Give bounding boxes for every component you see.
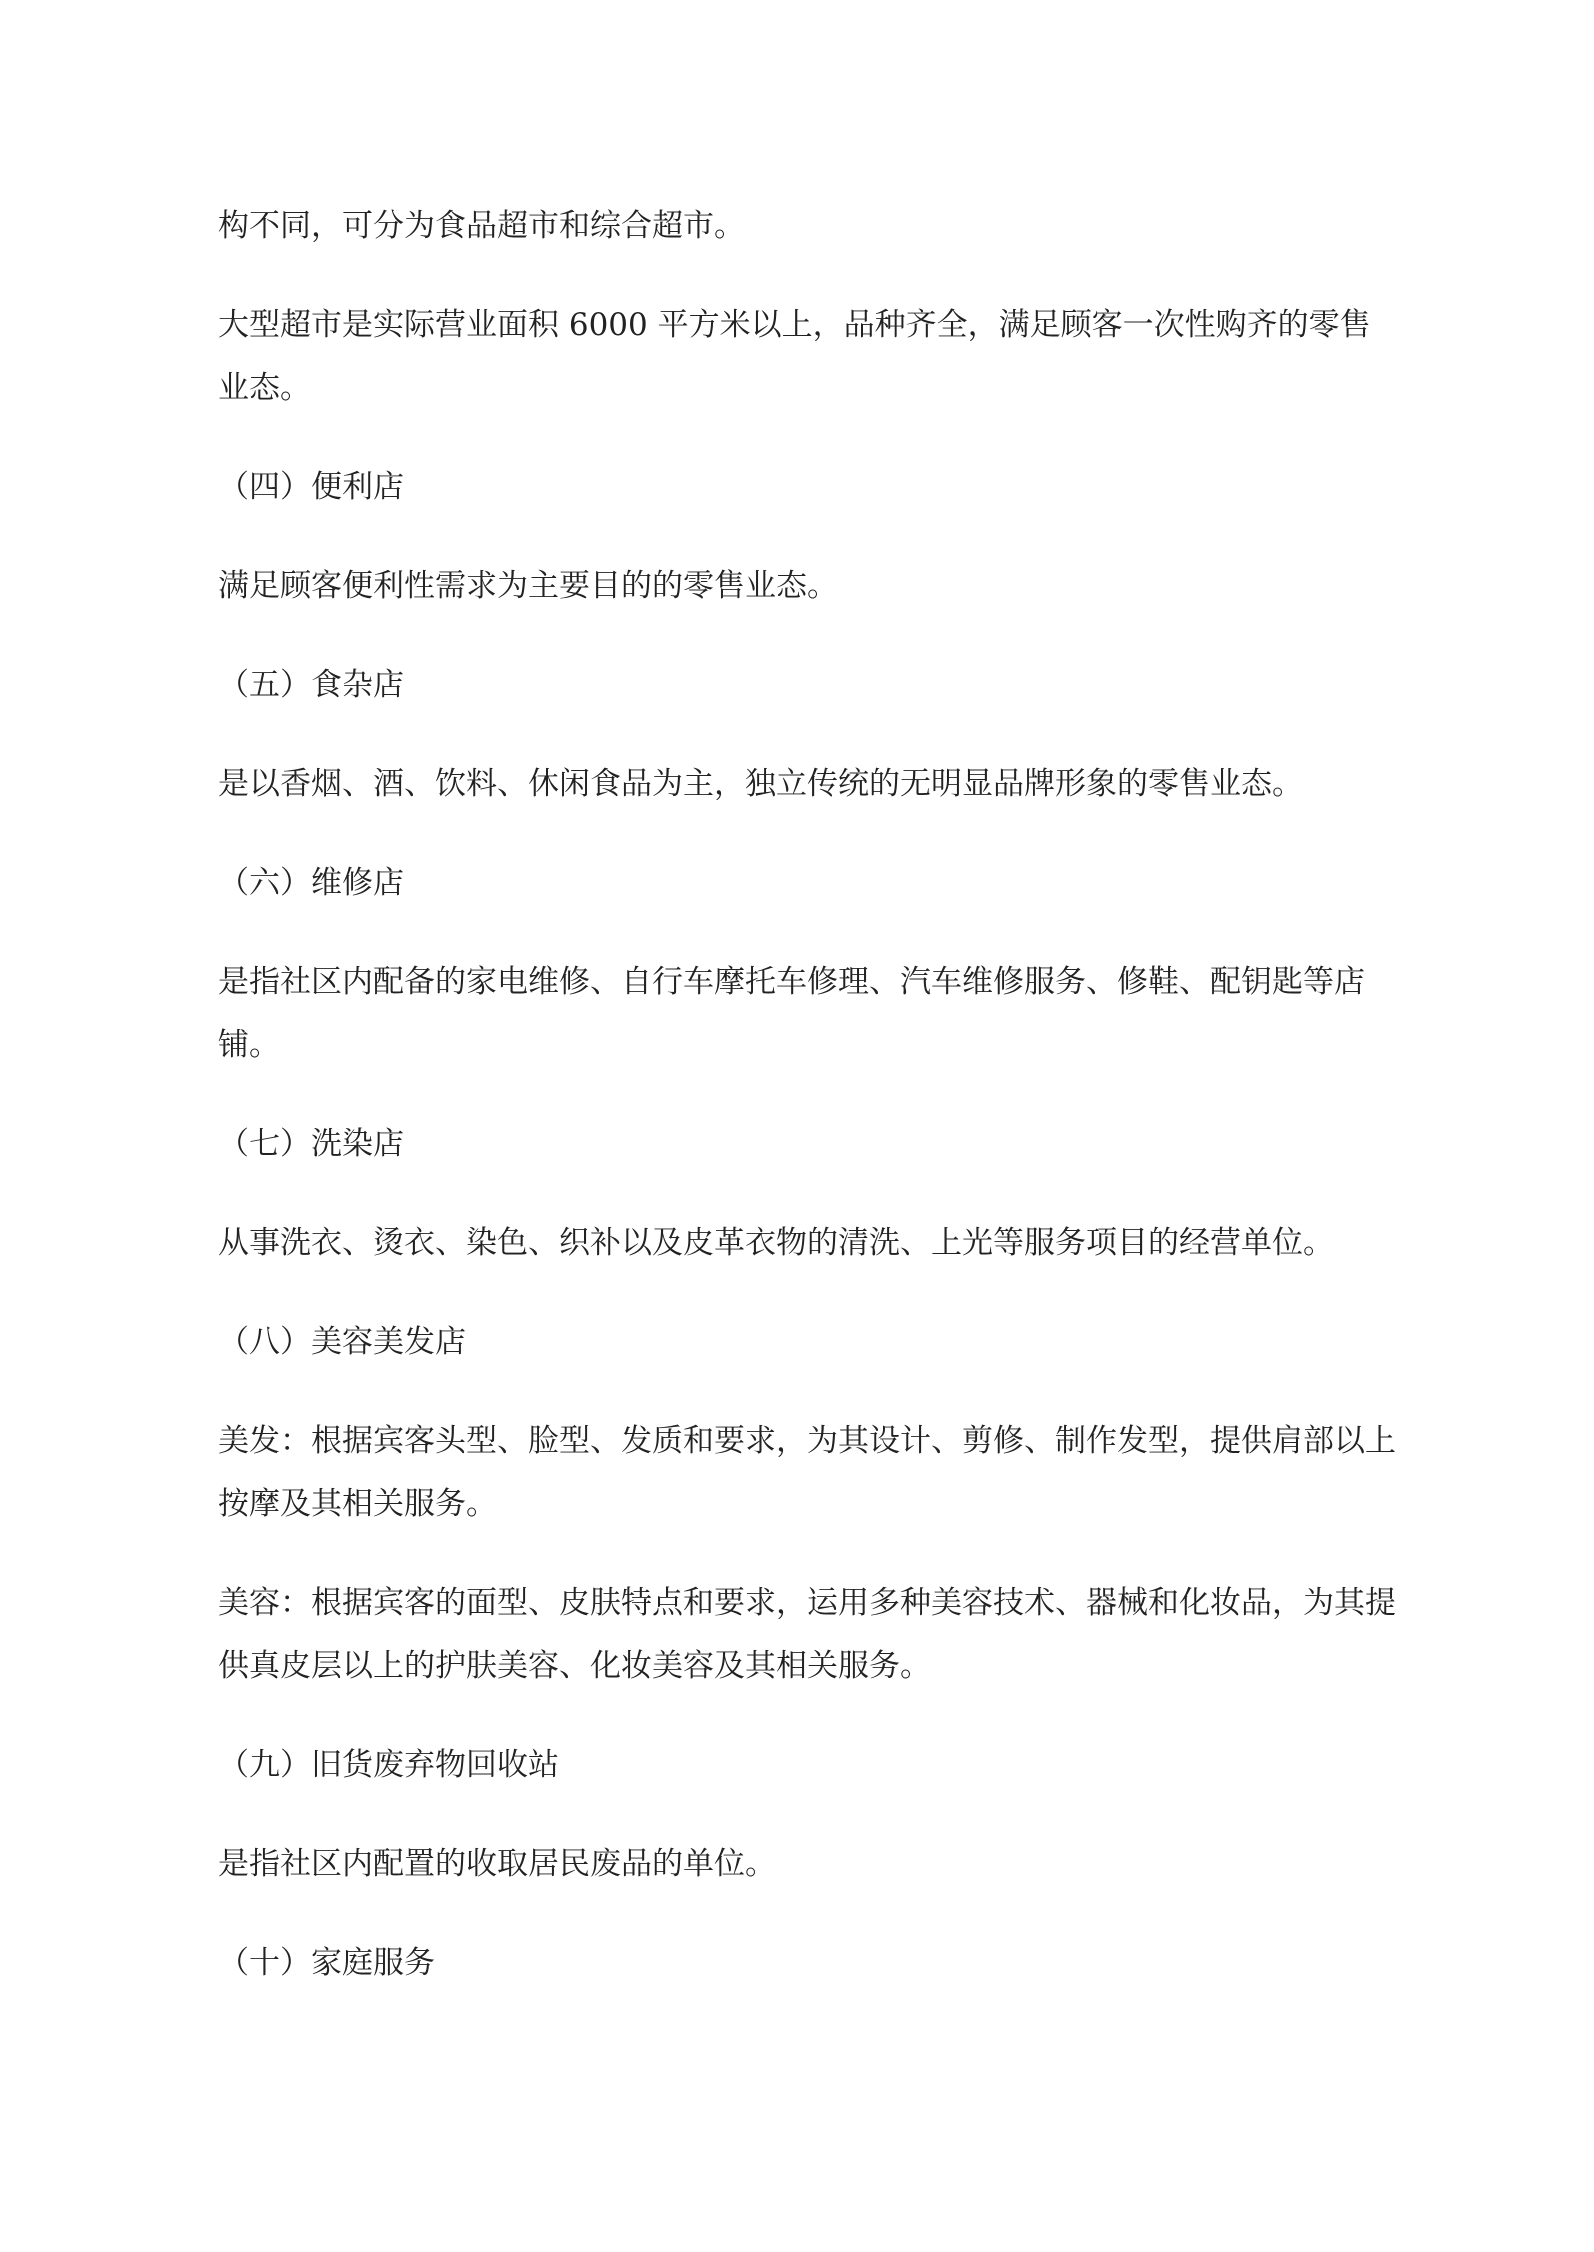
heading-household-service: （十）家庭服务 (218, 1945, 435, 1981)
paragraph-recycling-station: 是指社区内配置的收取居民废品的单位。 (218, 1846, 776, 1882)
heading-repair-shop: （六）维修店 (218, 865, 404, 901)
paragraph-repair-shop: 是指社区内配备的家电维修、自行车摩托车修理、汽车维修服务、修鞋、配钥匙等店铺。 (218, 964, 1365, 1063)
heading-beauty-salon: （八）美容美发店 (218, 1324, 466, 1360)
paragraph-convenience-store: 满足顾客便利性需求为主要目的的零售业态。 (218, 568, 838, 604)
paragraph-grocery-store: 是以香烟、酒、饮料、休闲食品为主，独立传统的无明显品牌形象的零售业态。 (218, 766, 1303, 802)
paragraph-beauty: 美容：根据宾客的面型、皮肤特点和要求，运用多种美容技术、器械和化妆品，为其提供真皮层以上的护肤美容、化妆美容及其相关服务。 (218, 1585, 1396, 1684)
heading-recycling-station: （九）旧货废弃物回收站 (218, 1747, 559, 1783)
paragraph-supermarket-types: 构不同，可分为食品超市和综合超市。 (218, 208, 745, 244)
heading-convenience-store: （四）便利店 (218, 469, 404, 505)
paragraph-hypermarket: 大型超市是实际营业面积 6000 平方米以上，品种齐全，满足顾客一次性购齐的零售业态。 (218, 307, 1371, 406)
heading-grocery-store: （五）食杂店 (218, 667, 404, 703)
heading-laundry: （七）洗染店 (218, 1126, 404, 1162)
document-body (218, 195, 1398, 2031)
paragraph-hairdressing: 美发：根据宾客头型、脸型、发质和要求，为其设计、剪修、制作发型，提供肩部以上按摩及其相关服务。 (218, 1423, 1396, 1522)
paragraph-laundry: 从事洗衣、烫衣、染色、织补以及皮革衣物的清洗、上光等服务项目的经营单位。 (218, 1225, 1334, 1261)
